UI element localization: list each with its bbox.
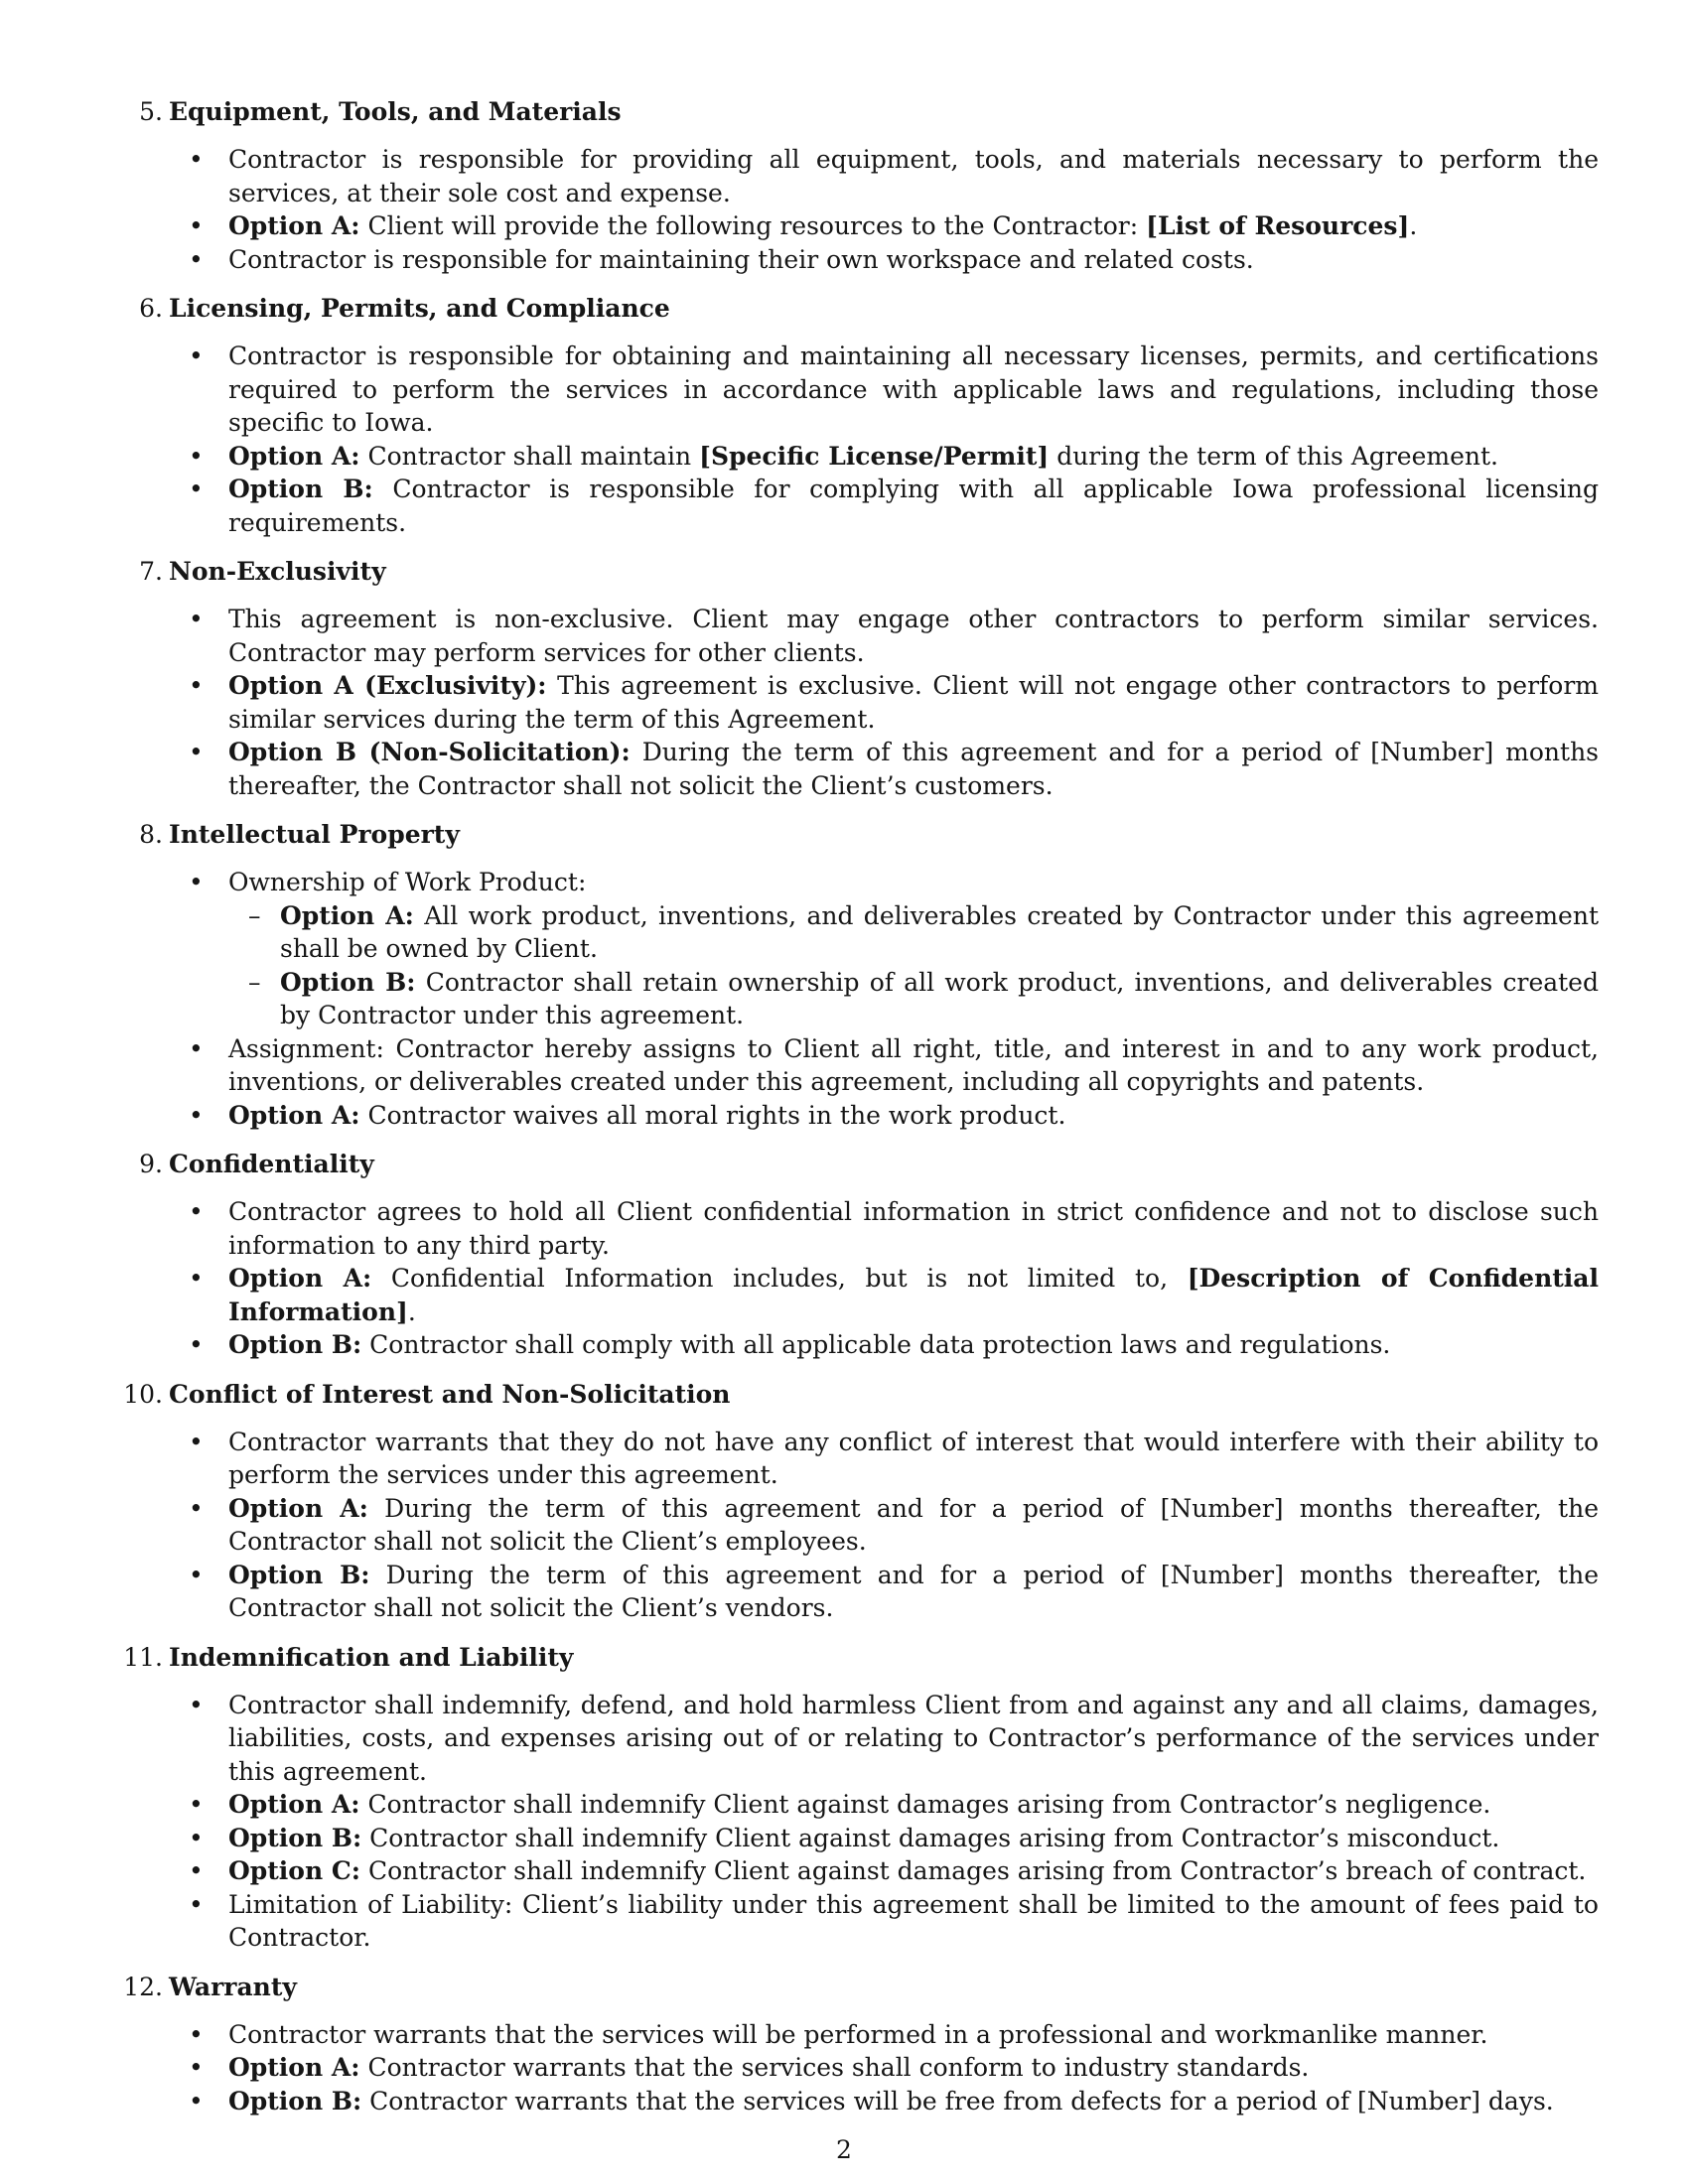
clause-text: Contractor warrants that the services shall conform to industry standards. bbox=[367, 2053, 1310, 2082]
placeholder-text: [List of Resources] bbox=[1146, 211, 1410, 240]
clause-text: Client will provide the following resources to the Contractor: bbox=[367, 211, 1139, 240]
clause-text: Contractor waives all moral rights in the work product. bbox=[367, 1100, 1066, 1130]
clause-text: Assignment: Contractor hereby assigns to Client all right, title, and interest in and to any work product, inventions, or deliverables created under this agreement, including all copyrights and patents. bbox=[228, 1033, 1599, 1096]
clause-text: Contractor warrants that they do not have any conflict of interest that would interfere with their ability to perform the services under this agreement. bbox=[228, 1427, 1599, 1489]
option-label: Option B: bbox=[228, 2086, 362, 2116]
list-item bbox=[169, 1032, 1599, 1099]
section-title: Equipment, Tools, and Materials bbox=[169, 97, 622, 126]
placeholder-text: [Specific License/Permit] bbox=[699, 441, 1050, 471]
clause-text: Contractor is responsible for providing all equipment, tools, and materials necessary to perform the services, at their sole cost and expense. bbox=[228, 145, 1599, 207]
option-label: Option B: bbox=[228, 1330, 362, 1359]
section-heading bbox=[123, 1641, 1599, 1675]
option-label: Option A: bbox=[280, 900, 414, 930]
list-item bbox=[169, 243, 1599, 277]
clause-text: During the term of this agreement and for a period of [Number] months thereafter, the Contractor shall not solicit the Client’s customers. bbox=[228, 738, 1600, 800]
section-number: 6. bbox=[139, 294, 163, 323]
clause-text: during the term of this Agreement. bbox=[1056, 441, 1498, 471]
clause-text: During the term of this agreement and for a period of [Number] months thereafter, the Contractor shall not solicit the Client’s vendors. bbox=[228, 1560, 1599, 1622]
list-item bbox=[169, 736, 1599, 802]
list-item bbox=[169, 866, 1599, 1032]
bullet-list bbox=[169, 1426, 1599, 1625]
option-label: Option B (Non-Solicitation): bbox=[228, 738, 631, 766]
option-label: Option A: bbox=[228, 1790, 360, 1819]
option-label: Option B: bbox=[228, 1823, 362, 1852]
list-item bbox=[169, 1328, 1599, 1362]
section-licensing bbox=[124, 292, 1599, 539]
section-number: 12. bbox=[123, 1972, 163, 2001]
section-non-exclusivity bbox=[124, 555, 1599, 802]
clause-text: . bbox=[1409, 211, 1418, 240]
list-item bbox=[169, 2018, 1599, 2052]
option-label: Option A: bbox=[228, 1100, 360, 1130]
section-number: 7. bbox=[139, 557, 163, 586]
clause-text: Confidential Information includes, but is not limited to, bbox=[390, 1264, 1169, 1293]
clause-text: Ownership of Work Product: bbox=[228, 868, 587, 896]
placeholder-text: [Description of Confidential Information] bbox=[228, 1264, 1600, 1326]
section-title: Licensing, Permits, and Compliance bbox=[169, 294, 670, 323]
clause-text: Contractor agrees to hold all Client confidential information in strict confidence and not to disclose such information to any third party. bbox=[228, 1197, 1599, 1260]
list-item bbox=[169, 2051, 1599, 2085]
clause-text: This agreement is non-exclusive. Client may engage other contractors to perform similar services. Contractor may perform services for other clients. bbox=[228, 605, 1599, 667]
bullet-list bbox=[169, 1689, 1599, 1955]
clause-text: This agreement is exclusive. Client will not engage other contractors to perform similar services during the term of this Agreement. bbox=[228, 671, 1599, 734]
clause-text: Contractor shall comply with all applicable data protection laws and regulations. bbox=[369, 1330, 1391, 1359]
list-item bbox=[169, 1788, 1599, 1822]
list-item bbox=[169, 209, 1599, 243]
clause-text: Contractor is responsible for maintaining their own workspace and related costs. bbox=[228, 244, 1254, 274]
list-item bbox=[169, 1888, 1599, 1955]
list-item bbox=[169, 603, 1599, 669]
list-item bbox=[169, 1195, 1599, 1262]
list-item bbox=[169, 1822, 1599, 1855]
list-item bbox=[169, 473, 1599, 539]
bullet-list bbox=[169, 1195, 1599, 1362]
section-title: Non-Exclusivity bbox=[169, 557, 386, 586]
section-title: Confidentiality bbox=[169, 1150, 374, 1178]
option-label: Option B: bbox=[228, 475, 373, 503]
list-item bbox=[169, 1492, 1599, 1559]
clause-text: Contractor shall indemnify Client against damages arising from Contractor’s breach of contract. bbox=[367, 1856, 1587, 1885]
bullet-list bbox=[169, 340, 1599, 539]
section-heading bbox=[139, 292, 1599, 326]
section-heading bbox=[123, 1378, 1599, 1412]
option-label: Option B: bbox=[280, 967, 416, 997]
section-heading bbox=[123, 1971, 1599, 2004]
section-equipment bbox=[124, 95, 1599, 276]
sub-list-item bbox=[228, 899, 1599, 966]
section-intellectual-property bbox=[124, 818, 1599, 1132]
sub-list-item bbox=[228, 966, 1599, 1032]
clause-text: Contractor warrants that the services will be performed in a professional and workmanlike manner. bbox=[228, 2019, 1488, 2049]
bullet-list bbox=[169, 866, 1599, 1132]
section-number: 9. bbox=[139, 1150, 163, 1178]
clause-text: Contractor is responsible for obtaining and maintaining all necessary licenses, permits, and certifications required to perform the services in accordance with applicable laws and regulations, including those specific to Iowa. bbox=[228, 341, 1599, 437]
bullet-list bbox=[169, 603, 1599, 802]
clause-text: Contractor shall indemnify Client against damages arising from Contractor’s misconduct. bbox=[369, 1823, 1500, 1852]
section-warranty bbox=[124, 1971, 1599, 2118]
clause-text: Contractor shall indemnify Client against damages arising from Contractor’s negligence. bbox=[367, 1790, 1491, 1819]
clause-text: . bbox=[407, 1297, 416, 1326]
option-label: Option A: bbox=[228, 1493, 368, 1523]
section-number: 8. bbox=[139, 820, 163, 849]
list-item bbox=[169, 1689, 1599, 1789]
list-item bbox=[169, 440, 1599, 474]
list-item bbox=[169, 1854, 1599, 1888]
section-confidentiality bbox=[124, 1148, 1599, 1362]
section-heading bbox=[139, 1148, 1599, 1181]
clause-text: Contractor shall indemnify, defend, and hold harmless Client from and against any and all claims, damages, liabilities, costs, and expenses arising out of or relating to Contractor’s performance of the services under this agreement. bbox=[228, 1690, 1599, 1786]
bullet-list bbox=[169, 143, 1599, 276]
option-label: Option B: bbox=[228, 1560, 370, 1589]
clause-text: Contractor warrants that the services will be free from defects for a period of [Number] days. bbox=[369, 2086, 1554, 2116]
section-title: Indemnification and Liability bbox=[169, 1642, 574, 1672]
clause-text: Contractor shall retain ownership of all work product, inventions, and deliverables created by Contractor under this agreement. bbox=[280, 967, 1599, 1029]
list-item bbox=[169, 1262, 1599, 1328]
section-conflict-of-interest bbox=[124, 1378, 1599, 1625]
page-content bbox=[124, 95, 1599, 2133]
clause-text: Contractor is responsible for complying with all applicable Iowa professional licensing requirements. bbox=[228, 475, 1600, 537]
section-number: 10. bbox=[123, 1379, 163, 1409]
option-label: Option A: bbox=[228, 1264, 372, 1293]
option-label: Option C: bbox=[228, 1856, 360, 1885]
clause-text: Contractor shall maintain bbox=[367, 441, 692, 471]
section-title: Warranty bbox=[169, 1972, 297, 2001]
list-item bbox=[169, 669, 1599, 736]
option-label: Option A: bbox=[228, 211, 360, 240]
section-heading bbox=[139, 555, 1599, 589]
option-label: Option A: bbox=[228, 2053, 360, 2082]
list-item bbox=[169, 340, 1599, 440]
clause-text: Limitation of Liability: Client’s liability under this agreement shall be limited to the amount of fees paid to Contractor. bbox=[228, 1889, 1599, 1952]
option-label: Option A (Exclusivity): bbox=[228, 671, 547, 700]
section-title: Conflict of Interest and Non-Solicitation bbox=[169, 1379, 731, 1409]
section-title: Intellectual Property bbox=[169, 820, 460, 849]
clause-text: All work product, inventions, and deliverables created by Contractor under this agreement shall be owned by Client. bbox=[280, 900, 1599, 963]
bullet-list bbox=[169, 2018, 1599, 2118]
list-item bbox=[169, 1099, 1599, 1133]
list-item bbox=[169, 1559, 1599, 1625]
section-heading bbox=[139, 818, 1599, 852]
list-item bbox=[169, 2085, 1599, 2118]
list-item bbox=[169, 143, 1599, 209]
sub-list bbox=[228, 899, 1599, 1032]
section-indemnification bbox=[124, 1641, 1599, 1955]
section-heading bbox=[139, 95, 1599, 129]
clause-text: During the term of this agreement and for a period of [Number] months thereafter, the Contractor shall not solicit the Client’s employees. bbox=[228, 1493, 1600, 1556]
list-item bbox=[169, 1426, 1599, 1492]
page-number: 2 bbox=[836, 2135, 852, 2164]
section-number: 5. bbox=[139, 97, 163, 126]
option-label: Option A: bbox=[228, 441, 360, 471]
section-number: 11. bbox=[123, 1642, 163, 1672]
